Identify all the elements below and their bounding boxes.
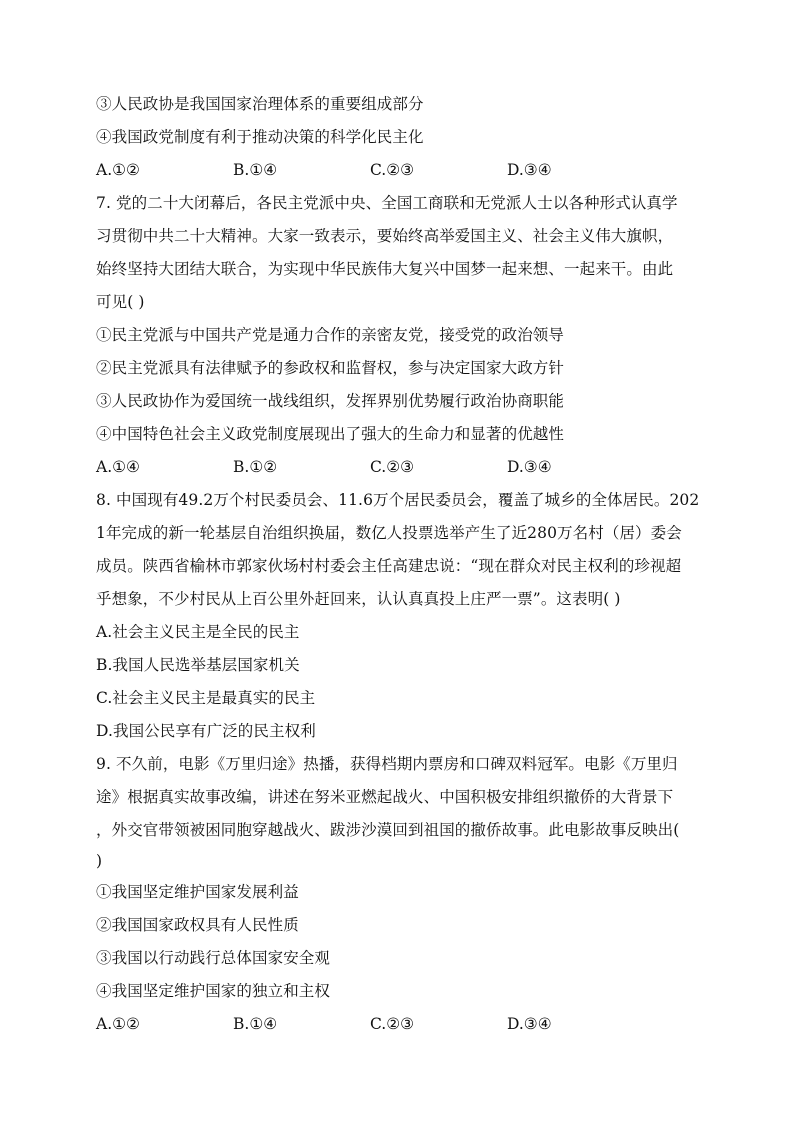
q9-choice-b: B.①④ bbox=[233, 1015, 278, 1033]
q7-option-2: ②民主党派具有法律赋予的参政权和监督权，参与决定国家大政方针 bbox=[96, 359, 565, 377]
q9-stem-line-4: ) bbox=[96, 852, 103, 870]
q7-choice-c: C.②③ bbox=[370, 458, 415, 476]
q8-option-a: A.社会主义民主是全民的民主 bbox=[96, 623, 300, 641]
q6-choice-d: D.③④ bbox=[507, 161, 552, 179]
q6-choices bbox=[96, 154, 696, 187]
q9-option-1: ①我国坚定维护国家发展利益 bbox=[96, 883, 299, 901]
q9-choice-c: C.②③ bbox=[370, 1015, 415, 1033]
q7-stem-line-1: 7. 党的二十大闭幕后，各民主党派中央、全国工商联和无党派人士以各种形式认真学 bbox=[96, 194, 678, 212]
q6-choice-b: B.①④ bbox=[233, 161, 278, 179]
q9-stem-line-3: ，外交官带领被困同胞穿越战火、跋涉沙漠回到祖国的撤侨故事。此电影故事反映出( bbox=[96, 821, 680, 839]
q8-stem-line-2: 1年完成的新一轮基层自治组织换届，数亿人投票选举产生了近280万名村（居）委会 bbox=[96, 524, 682, 542]
q7-choice-a: A.①④ bbox=[96, 458, 140, 476]
q7-choices bbox=[96, 451, 696, 484]
q9-choice-a: A.①② bbox=[96, 1015, 140, 1033]
q8-option-c: C.社会主义民主是最真实的民主 bbox=[96, 689, 316, 707]
q6-option-3: ③人民政协是我国国家治理体系的重要组成部分 bbox=[96, 95, 424, 113]
q9-stem-line-2: 途》根据真实故事改编，讲述在努米亚燃起战火、中国积极安排组织撤侨的大背景下 bbox=[96, 788, 674, 806]
q8-stem-line-1: 8. 中国现有49.2万个村民委员会、11.6万个居民委员会，覆盖了城乡的全体居民。202 bbox=[96, 491, 700, 509]
q9-choice-d: D.③④ bbox=[507, 1015, 552, 1033]
q7-stem-line-2: 习贯彻中共二十大精神。大家一致表示，要始终高举爱国主义、社会主义伟大旗帜， bbox=[96, 227, 674, 245]
q8-option-b: B.我国人民选举基层国家机关 bbox=[96, 656, 300, 674]
q7-choice-d: D.③④ bbox=[507, 458, 552, 476]
q8-option-d: D.我国公民享有广泛的民主权利 bbox=[96, 722, 316, 740]
q9-option-3: ③我国以行动践行总体国家安全观 bbox=[96, 949, 331, 967]
q6-choice-c: C.②③ bbox=[370, 161, 415, 179]
q7-stem-line-4: 可见( ) bbox=[96, 293, 145, 311]
q8-stem-line-3: 成员。陕西省榆林市郭家伙场村村委会主任高建忠说：“现在群众对民主权利的珍视超 bbox=[96, 557, 682, 575]
q7-choice-b: B.①② bbox=[233, 458, 278, 476]
q6-choice-a: A.①② bbox=[96, 161, 140, 179]
q9-stem-line-1: 9. 不久前，电影《万里归途》热播，获得档期内票房和口碑双料冠军。电影《万里归 bbox=[96, 755, 678, 773]
q7-option-4: ④中国特色社会主义政党制度展现出了强大的生命力和显著的优越性 bbox=[96, 425, 565, 443]
q7-option-3: ③人民政协作为爱国统一战线组织，发挥界别优势履行政治协商职能 bbox=[96, 392, 565, 410]
q7-stem-line-3: 始终坚持大团结大联合，为实现中华民族伟大复兴中国梦一起来想、一起来干。由此 bbox=[96, 260, 674, 278]
exam-page bbox=[96, 88, 700, 1041]
q9-option-4: ④我国坚定维护国家的独立和主权 bbox=[96, 982, 331, 1000]
q8-stem-line-4: 乎想象，不少村民从上百公里外赶回来，认认真真投上庄严一票”。这表明( ) bbox=[96, 590, 621, 608]
q6-option-4: ④我国政党制度有利于推动决策的科学化民主化 bbox=[96, 128, 424, 146]
q7-option-1: ①民主党派与中国共产党是通力合作的亲密友党，接受党的政治领导 bbox=[96, 326, 565, 344]
q9-choices bbox=[96, 1008, 696, 1041]
q9-option-2: ②我国国家政权具有人民性质 bbox=[96, 916, 299, 934]
